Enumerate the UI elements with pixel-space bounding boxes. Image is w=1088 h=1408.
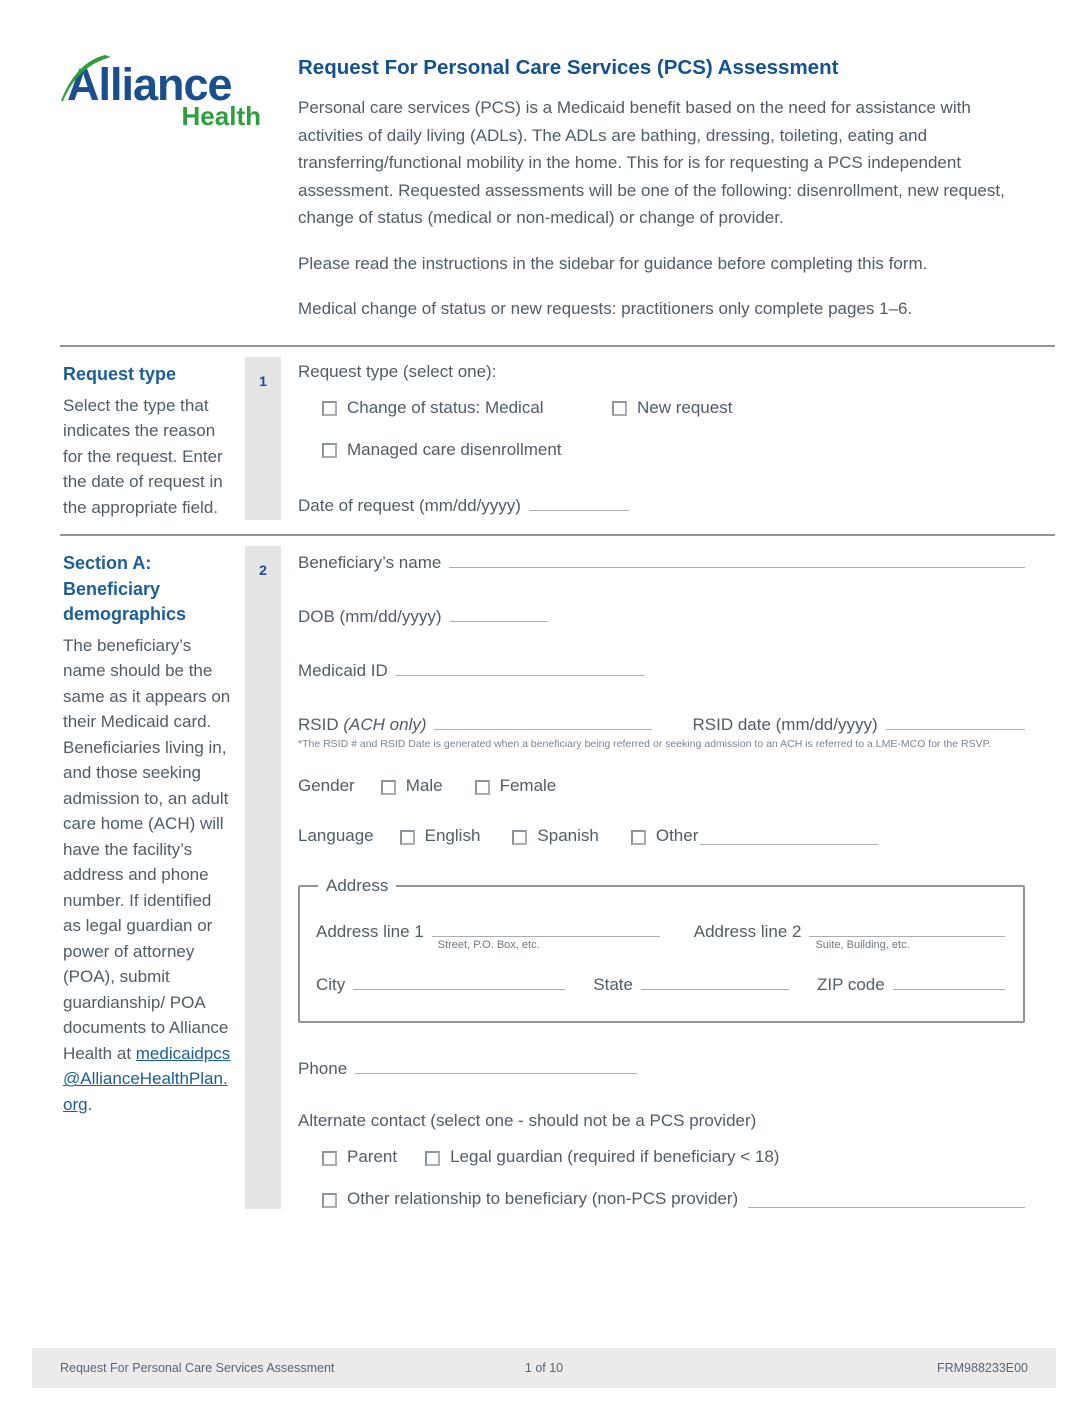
page-header bbox=[0, 0, 1088, 345]
state-field[interactable] bbox=[641, 973, 789, 990]
logo-text-alliance: Alliance bbox=[67, 59, 232, 110]
option-label: Spanish bbox=[537, 826, 599, 846]
zip-code-label: ZIP code bbox=[816, 975, 885, 995]
sidebar-body-period: . bbox=[87, 1094, 93, 1114]
phone-label: Phone bbox=[298, 1059, 348, 1079]
phone-field[interactable] bbox=[355, 1057, 637, 1074]
footer-document-title: Request For Personal Care Services Assessment bbox=[60, 1361, 335, 1375]
address-line1-hint: Street, P.O. Box, etc. bbox=[437, 939, 540, 952]
male-checkbox[interactable] bbox=[381, 780, 396, 795]
address-line1-field[interactable] bbox=[432, 920, 660, 937]
rsid-ach-only-label: (ACH only) bbox=[343, 715, 427, 735]
option-label: Change of status: Medical bbox=[347, 397, 544, 417]
option-parent[interactable] bbox=[322, 1147, 397, 1167]
intro-paragraph-3: Medical change of status or new requests: practitioners only complete pages 1–6. bbox=[298, 299, 913, 319]
alliance-health-logo bbox=[65, 56, 283, 323]
address-line1-label: Address line 1 bbox=[316, 922, 424, 942]
zip-code-field[interactable] bbox=[893, 973, 1005, 990]
female-checkbox[interactable] bbox=[475, 780, 490, 795]
other-relationship-field[interactable] bbox=[748, 1191, 1025, 1208]
language-row bbox=[298, 826, 1025, 846]
address-line2-field[interactable] bbox=[809, 920, 1005, 937]
managed-care-disenrollment-checkbox[interactable] bbox=[322, 443, 337, 458]
rsid-label: RSID (ACH only) bbox=[298, 715, 427, 735]
intro-text bbox=[298, 94, 1025, 323]
address-line2-label: Address line 2 bbox=[693, 922, 802, 942]
page-title: Request For Personal Care Services (PCS) Assessment bbox=[298, 56, 839, 79]
language-other-field[interactable] bbox=[700, 828, 878, 845]
option-new-request[interactable] bbox=[612, 398, 732, 418]
option-spanish[interactable] bbox=[512, 826, 598, 846]
section-request-type bbox=[0, 347, 1088, 535]
rsid-field[interactable] bbox=[434, 713, 652, 730]
section-a-sidebar bbox=[63, 546, 233, 1209]
medicaid-id-field[interactable] bbox=[396, 659, 644, 676]
option-label: English bbox=[424, 826, 481, 846]
option-language-other[interactable] bbox=[631, 826, 699, 846]
option-label: Legal guardian (required if beneficiary < 18) bbox=[450, 1147, 780, 1167]
request-type-sidebar bbox=[63, 357, 233, 521]
section-number-badge: 1 bbox=[245, 357, 281, 521]
date-of-request-label: Date of request (mm/dd/yyyy) bbox=[298, 496, 521, 516]
dob-field[interactable] bbox=[450, 605, 548, 622]
section-number-badge: 2 bbox=[245, 546, 281, 1209]
sidebar-instructions bbox=[63, 633, 233, 1118]
option-legal-guardian[interactable] bbox=[425, 1147, 779, 1167]
gender-label: Gender bbox=[298, 776, 355, 796]
option-change-of-status-medical[interactable] bbox=[322, 398, 612, 418]
option-label: Parent bbox=[347, 1147, 398, 1167]
option-female[interactable] bbox=[475, 776, 557, 796]
beneficiary-name-label: Beneficiary’s name bbox=[298, 553, 442, 573]
rsid-date-label: RSID date (mm/dd/yyyy) bbox=[692, 715, 878, 735]
option-label: Managed care disenrollment bbox=[347, 439, 562, 459]
rsid-footnote: *The RSID # and RSID Date is generated when a beneficiary being referred or seeking admission to an ACH is referred to a LME-MCO for the RSVP. bbox=[298, 738, 992, 751]
legal-guardian-checkbox[interactable] bbox=[425, 1151, 440, 1166]
state-label: State bbox=[593, 975, 633, 995]
sidebar-heading: Request type bbox=[63, 363, 177, 384]
alternate-contact-label: Alternate contact (select one - should not be a PCS provider) bbox=[298, 1111, 757, 1131]
sidebar-heading: Section A: Beneficiary demographics bbox=[63, 553, 187, 624]
option-male[interactable] bbox=[381, 776, 443, 796]
city-field[interactable] bbox=[353, 973, 565, 990]
address-line2-hint: Suite, Building, etc. bbox=[815, 939, 910, 952]
option-english[interactable] bbox=[400, 826, 481, 846]
logo-swoosh-icon bbox=[61, 55, 113, 107]
sidebar-instructions: Select the type that indicates the reason for the request. Enter the date of request in the appropriate field. bbox=[63, 395, 223, 517]
option-label: Other relationship to beneficiary (non-PCS provider) bbox=[347, 1189, 739, 1209]
intro-paragraph-2: Please read the instructions in the sidebar for guidance before completing this form. bbox=[298, 253, 928, 273]
footer-form-number: FRM988233E00 bbox=[936, 1361, 1029, 1375]
english-checkbox[interactable] bbox=[400, 830, 415, 845]
intro-paragraph-1: Personal care services (PCS) is a Medicaid benefit based on the need for assistance with activities of daily living (ADLs). The ADLs are bathing, dressing, toileting, eating and transferring/functional mobility in the home. This for is for requesting a PCS independent assessment. Requested assessments will be one of the following: disenrollment, new request, change of status (medical or non-medical) or change of provider. bbox=[298, 98, 1005, 228]
medicaid-pcs-email-link[interactable]: medicaidpcs@AllianceHealthPlan.org bbox=[63, 1043, 231, 1114]
change-of-status-medical-checkbox[interactable] bbox=[322, 401, 337, 416]
footer-page-number: 1 of 10 bbox=[524, 1361, 564, 1375]
logo-text-health: Health bbox=[181, 101, 261, 131]
spanish-checkbox[interactable] bbox=[512, 830, 527, 845]
option-label: Male bbox=[405, 776, 443, 796]
logo-wordmark bbox=[65, 59, 283, 110]
option-label: Female bbox=[499, 776, 557, 796]
medicaid-id-label: Medicaid ID bbox=[298, 661, 388, 681]
address-group bbox=[298, 876, 1025, 1023]
new-request-checkbox[interactable] bbox=[612, 401, 627, 416]
date-of-request-field[interactable] bbox=[529, 494, 629, 511]
other-relationship-checkbox[interactable] bbox=[322, 1193, 337, 1208]
option-managed-care-disenrollment[interactable] bbox=[322, 440, 562, 460]
request-type-label: Request type (select one): bbox=[298, 361, 497, 381]
section-beneficiary-demographics bbox=[0, 536, 1088, 1223]
option-other-relationship[interactable] bbox=[322, 1189, 738, 1209]
option-label: New request bbox=[637, 397, 733, 417]
gender-row bbox=[298, 776, 1025, 796]
rsid-date-field[interactable] bbox=[886, 713, 1025, 730]
city-label: City bbox=[316, 975, 346, 995]
page-footer-area bbox=[0, 1348, 1088, 1408]
beneficiary-name-field[interactable] bbox=[449, 551, 1025, 568]
dob-label: DOB (mm/dd/yyyy) bbox=[298, 607, 442, 627]
sidebar-body-text: The beneficiary’s name should be the same as it appears on their Medicaid card. Beneficiaries living in, and those seeking admission to, an adult care home (ACH) will have the facility’s address and phone number. If identified as legal guardian or power of attorney (POA), submit guardianship/ POA documents to Alliance Health at bbox=[63, 635, 231, 1063]
language-other-checkbox[interactable] bbox=[631, 830, 646, 845]
parent-checkbox[interactable] bbox=[322, 1151, 337, 1166]
page-footer bbox=[32, 1348, 1056, 1388]
option-label: Other bbox=[655, 826, 699, 846]
language-label: Language bbox=[298, 826, 374, 846]
address-legend: Address bbox=[326, 876, 389, 896]
